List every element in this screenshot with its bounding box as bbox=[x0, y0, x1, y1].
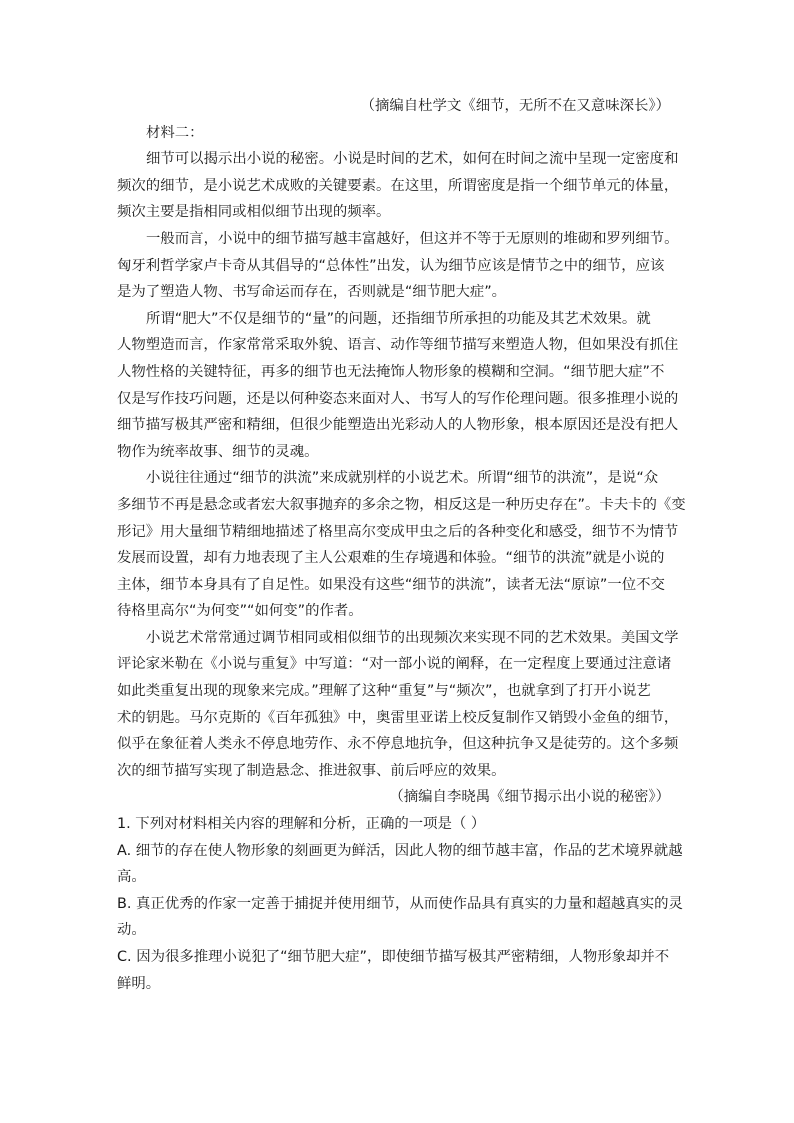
question-stem: 1. 下列对材料相关内容的理解和分析，正确的一项是（ ） bbox=[117, 816, 486, 833]
paragraph-line: 频次的细节，是小说艺术成败的关键要素。在这里，所谓密度是指一个细节单元的体量， bbox=[117, 177, 679, 194]
option-line: 鲜明。 bbox=[117, 975, 161, 992]
paragraph-line: 匈牙利哲学家卢卡奇从其倡导的“总体性”出发，认为细节应该是情节之中的细节，应该 bbox=[117, 257, 665, 274]
paragraph-line: 评论家米勒在《小说与重复》中写道：“对一部小说的阐释，在一定程度上要通过注意诸 bbox=[117, 656, 672, 673]
paragraph-line: 物作为统率故事、细节的灵魂。 bbox=[117, 443, 319, 460]
option-line: C. 因为很多推理小说犯了“细节肥大症”，即使细节描写极其严密精细，人物形象却并不 bbox=[117, 949, 670, 965]
paragraph-line: 待格里高尔“为何变”“如何变”的作者。 bbox=[117, 603, 363, 620]
paragraph-5 bbox=[117, 625, 679, 785]
paragraph-line: 细节描写极其严密和精细，但很少能塑造出光彩动人的人物形象，根本原因还是没有把人 bbox=[117, 417, 679, 434]
option-line: A. 细节的存在使人物形象的刻画更为鲜活，因此人物的细节越丰富，作品的艺术境界就越 bbox=[117, 842, 683, 859]
paragraph-line: 术的钥匙。马尔克斯的《百年孤独》中，奥雷里亚诺上校反复制作又销毁小金鱼的细节， bbox=[117, 709, 679, 726]
paragraph-line: 次的细节描写实现了制造悬念、推进叙事、前后呼应的效果。 bbox=[117, 762, 506, 779]
paragraph-line: 小说艺术常常通过调节相同或相似细节的出现频次来实现不同的艺术效果。美国文学 bbox=[146, 629, 679, 646]
paragraph-line: 发展而设置，却有力地表现了主人公艰难的生存境遇和体验。“细节的洪流”就是小说的 bbox=[117, 550, 665, 567]
paragraph-line: 小说往往通过“细节的洪流”来成就别样的小说艺术。所谓“细节的洪流”，是说“众 bbox=[146, 470, 659, 487]
paragraph-line: 所谓“肥大”不仅是细节的“量”的问题，还指细节所承担的功能及其艺术效果。就 bbox=[146, 310, 651, 327]
option-line: 动。 bbox=[117, 922, 146, 939]
paragraph-line: 频次主要是指相同或相似细节出现的频率。 bbox=[117, 204, 391, 221]
paragraph-line: 仅是写作技巧问题，还是以何种姿态来面对人、书写人的写作伦理问题。很多推理小说的 bbox=[117, 390, 679, 407]
paragraph-2 bbox=[117, 226, 679, 306]
source-citation-1: （摘编自杜学文《细节，无所不在又意味深长》） bbox=[360, 98, 670, 114]
question-1 bbox=[117, 811, 683, 997]
paragraph-line: 人物性格的关键特征，再多的细节也无法掩饰人物形象的模糊和空洞。“细节肥大症”不 bbox=[117, 363, 665, 380]
paragraph-line: 是为了塑造人物、书写命运而存在，否则就是“细节肥大症”。 bbox=[117, 284, 507, 301]
paragraph-line: 主体，细节本身具有了自足性。如果没有这些“细节的洪流”，读者无法“原谅”一位不交 bbox=[117, 576, 665, 593]
option-line: B. 真正优秀的作家一定善于捕捉并使用细节，从而使作品具有真实的力量和超越真实的灵 bbox=[117, 895, 683, 912]
paragraph-line: 人物塑造而言，作家常常采取外貌、语言、动作等细节描写来塑造人物，但如果没有抓住 bbox=[117, 337, 679, 354]
paragraph-3 bbox=[117, 306, 679, 466]
document-body bbox=[117, 93, 686, 997]
paragraph-line: 多细节不再是悬念或者宏大叙事抛弃的多余之物，相反这是一种历史存在”。卡夫卡的《变 bbox=[117, 496, 686, 513]
option-c bbox=[117, 944, 670, 997]
paragraph-4 bbox=[117, 465, 686, 625]
paragraph-line: 细节可以揭示出小说的秘密。小说是时间的艺术，如何在时间之流中呈现一定密度和 bbox=[146, 151, 679, 168]
option-a bbox=[117, 838, 683, 891]
paragraph-line: 如此类重复出现的现象来完成。”理解了这种“重复”与“频次”，也就拿到了打开小说艺 bbox=[117, 683, 651, 700]
option-b bbox=[117, 891, 683, 944]
material-2-label: 材料二： bbox=[146, 124, 204, 141]
paragraph-line: 一般而言，小说中的细节描写越丰富越好，但这并不等于无原则的堆砌和罗列细节。 bbox=[146, 230, 679, 247]
paragraph-1 bbox=[117, 146, 679, 226]
option-line: 高。 bbox=[117, 869, 146, 886]
source-citation-2: （摘编自李晓禺《细节揭示出小说的秘密》） bbox=[389, 789, 670, 806]
paragraph-line: 形记》用大量细节精细地描述了格里高尔变成甲虫之后的各种变化和感受，细节不为情节 bbox=[117, 523, 679, 540]
paragraph-line: 似乎在象征着人类永不停息地劳作、永不停息地抗争，但这种抗争又是徒劳的。这个多频 bbox=[117, 736, 679, 753]
